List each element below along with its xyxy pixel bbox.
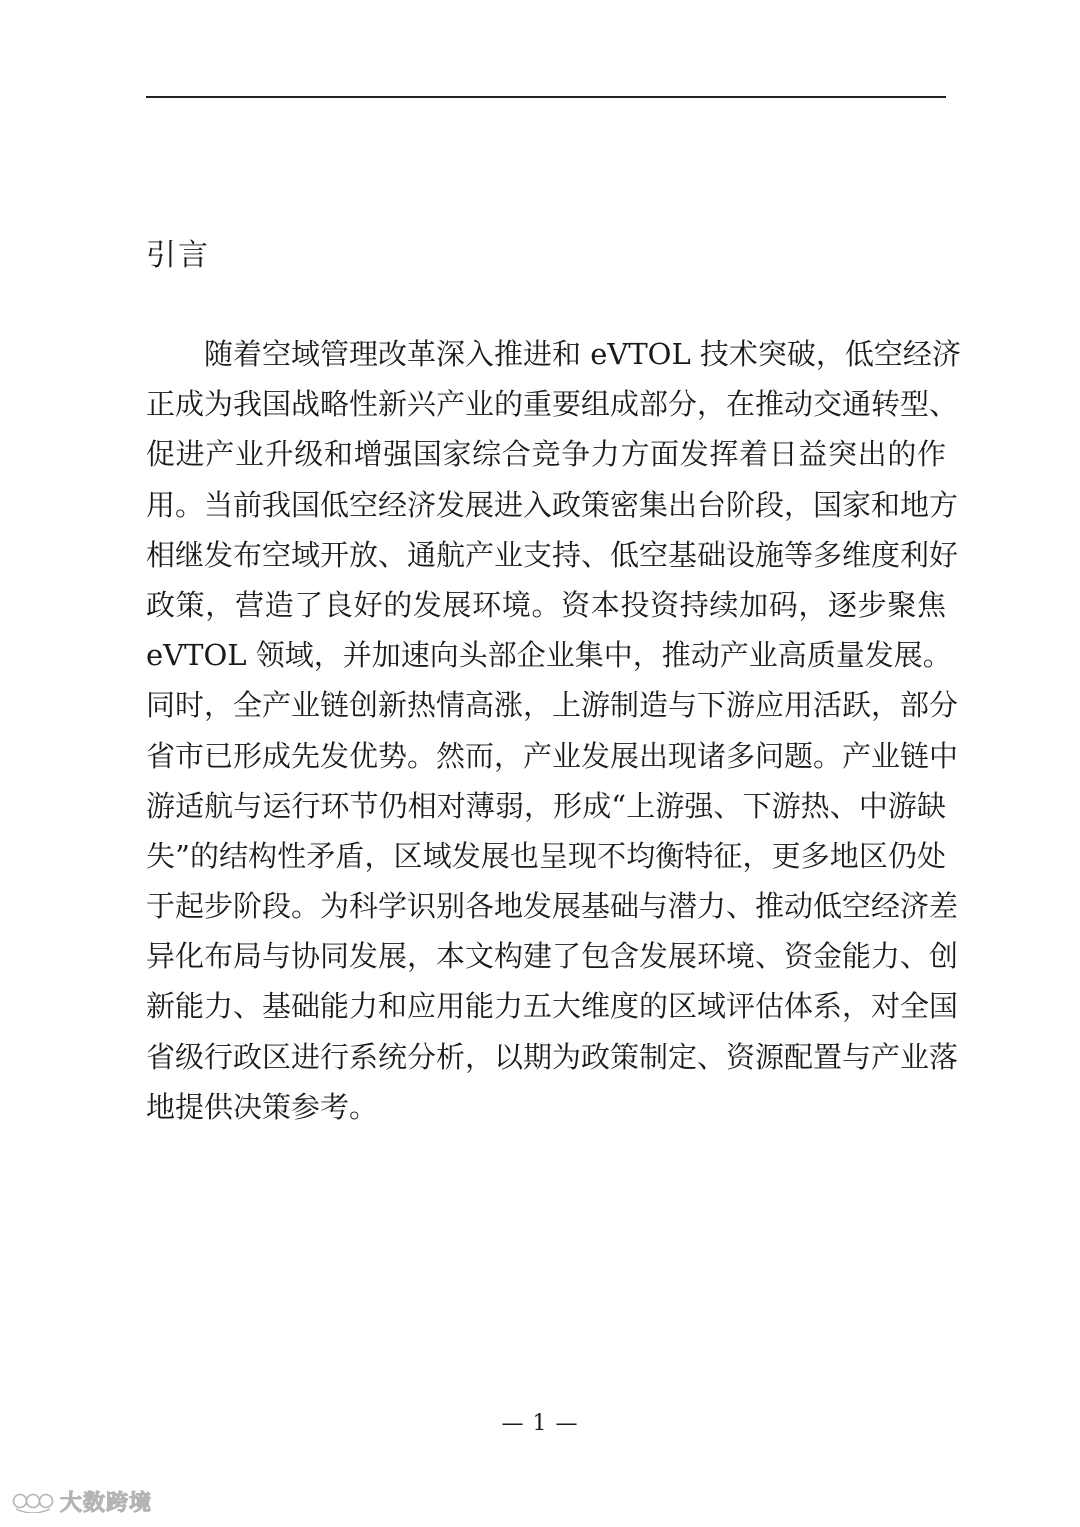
paragraph-line: 省市已形成先发优势。然而，产业发展出现诸多问题。产业链中 [146,738,959,773]
paragraph-line: 用。当前我国低空经济发展进入政策密集出台阶段，国家和地方 [146,487,959,522]
header-rule [146,96,946,98]
paragraph-line: 新能力、基础能力和应用能力五大维度的区域评估体系，对全国 [146,989,959,1024]
body-paragraph [146,329,961,1132]
watermark [12,1486,152,1516]
paragraph-line: 游适航与运行环节仍相对薄弱，形成“上游强、下游热、中游缺 [146,788,946,823]
section-heading: 引言 [146,238,210,273]
paragraph-line: 随着空域管理改革深入推进和 eVTOL 技术突破，低空经济 [204,337,961,371]
paragraph-line: eVTOL 领域，并加速向头部企业集中，推动产业高质量发展。 [146,638,952,673]
paragraph-line: 相继发布空域开放、通航产业支持、低空基础设施等多维度利好 [146,537,959,572]
paragraph-line: 政策，营造了良好的发展环境。资本投资持续加码，逐步聚焦 [146,587,946,622]
paragraph-line: 省级行政区进行系统分析，以期为政策制定、资源配置与产业落 [146,1039,959,1074]
paragraph-line: 同时，全产业链创新热情高涨，上游制造与下游应用活跃，部分 [146,688,959,723]
paragraph-line: 于起步阶段。为科学识别各地发展基础与潜力、推动低空经济差 [146,889,959,924]
watermark-text: 大数跨境 [60,1490,153,1516]
paragraph-line: 正成为我国战略性新兴产业的重要组成部分，在推动交通转型、 [146,387,959,422]
paragraph-line: 失”的结构性矛盾，区域发展也呈现不均衡特征，更多地区仍处 [146,838,946,873]
paragraph-line: 地提供决策参考。 [146,1089,379,1124]
paragraph-line: 异化布局与协同发展，本文构建了包含发展环境、资金能力、创 [146,939,959,974]
page-number: — 1 — [501,1411,579,1436]
paragraph-line: 促进产业升级和增强国家综合竞争力方面发挥着日益突出的作 [146,437,946,472]
logo-icon [12,1489,54,1513]
